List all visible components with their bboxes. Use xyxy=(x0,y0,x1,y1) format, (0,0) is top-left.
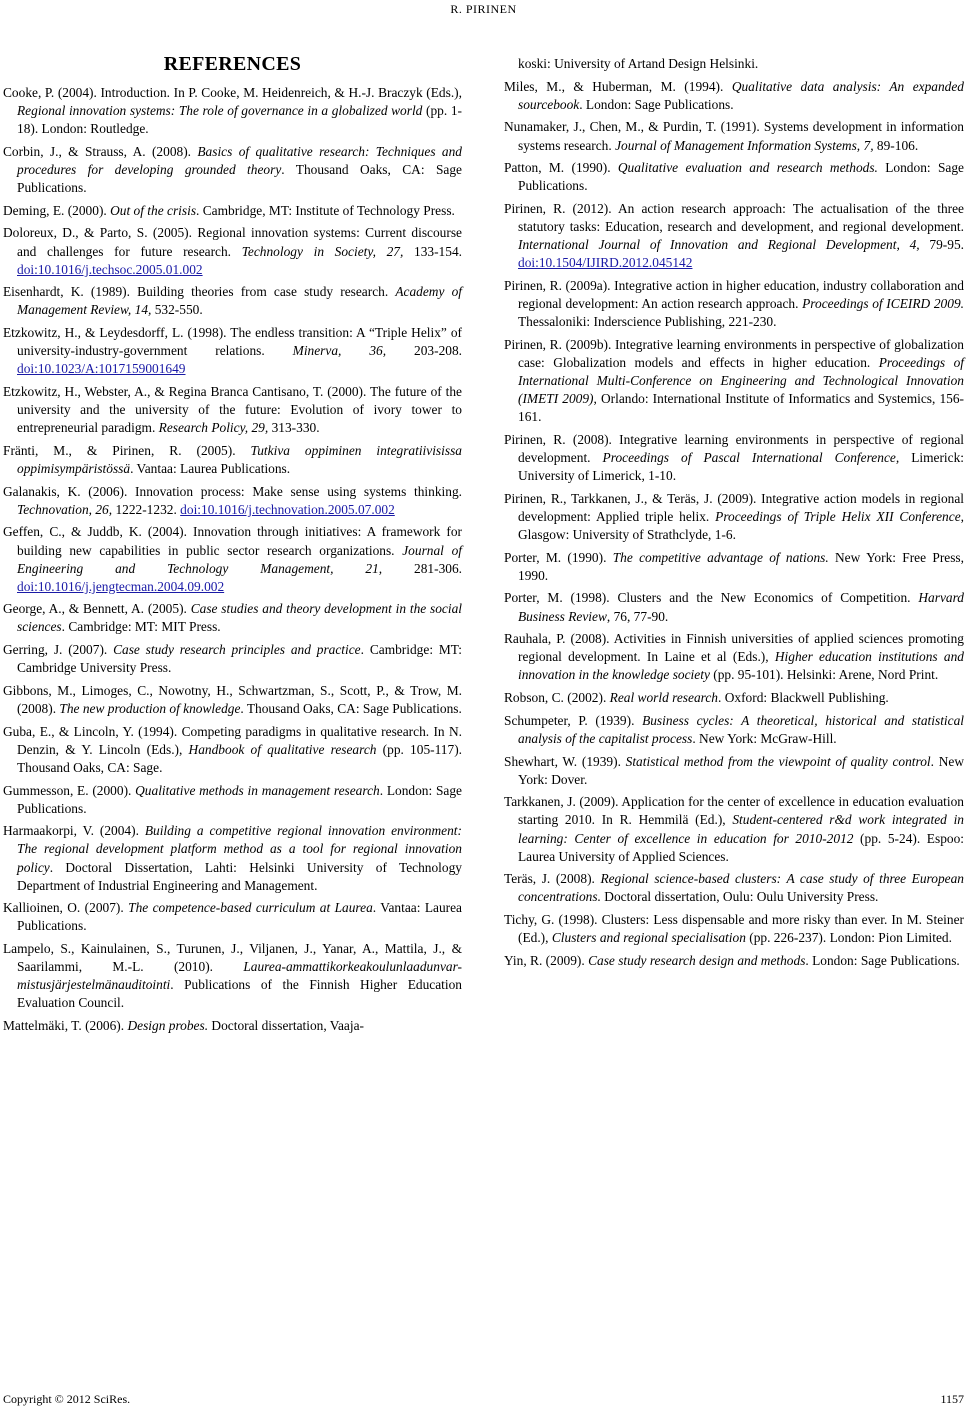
reference-text: Lampelo, S., Kainulainen, S., Turunen, J., Viljanen, J., Yanar, A., Mattila, J., & Saarilammi, M.-L. (2010). xyxy=(3,941,462,975)
reference-text: Geffen, C., & Juddb, K. (2004). Innovation through initiatives: A framework for building new capabilities in public sector research organizations. xyxy=(3,524,462,558)
reference-text: . Doctoral Dissertation, Lahti: Helsinki University of Technology Department of Industrial Engineering and Management. xyxy=(17,859,462,893)
reference-entry xyxy=(3,84,462,138)
reference-text: Gummesson, E. (2000). xyxy=(3,782,136,798)
reference-entry xyxy=(504,589,964,625)
reference-text: Porter, M. (1998). Clusters and the New Economics of Competition. xyxy=(504,590,919,606)
reference-text: Etzkowitz, H., & Leydesdorff, L. (1998). The endless transition: A “Triple Helix” of university-industry-government relations. xyxy=(3,325,462,359)
reference-entry xyxy=(504,277,964,331)
reference-text: Miles, M., & Huberman, M. (1994). xyxy=(504,78,732,94)
reference-list-left xyxy=(3,84,462,1035)
reference-entry xyxy=(504,55,964,73)
reference-entry xyxy=(3,283,462,319)
reference-title: Academy of Management Review, 14, xyxy=(17,284,462,318)
reference-entry xyxy=(3,224,462,278)
reference-entry xyxy=(3,202,462,220)
reference-text: Robson, C. (2002). xyxy=(504,690,610,706)
reference-text: Patton, M. (1990). xyxy=(504,160,618,176)
reference-entry xyxy=(3,383,462,437)
reference-entry xyxy=(3,641,462,677)
reference-entry xyxy=(3,483,462,519)
reference-entry xyxy=(504,78,964,114)
reference-entry xyxy=(3,940,462,1012)
reference-text: New York: Free Press, 1990. xyxy=(518,549,964,583)
doi-link[interactable]: doi:10.1504/IJIRD.2012.045142 xyxy=(518,255,693,271)
reference-entry xyxy=(504,490,964,544)
reference-text: Deming, E. (2000). xyxy=(3,202,111,218)
reference-text: Gibbons, M., Limoges, C., Nowotny, H., Schwartzman, S., Scott, P., & Trow, M. (2008). xyxy=(3,682,462,717)
copyright-text: Copyright © 2012 SciRes. xyxy=(3,1392,131,1406)
reference-title: Design probes. xyxy=(127,1018,209,1034)
reference-entry xyxy=(504,689,964,707)
reference-text: Pirinen, R., Tarkkanen, J., & Teräs, J. (2009). Integrative action models in regional development: Applied triple helix. xyxy=(504,490,964,524)
reference-text: . Cambridge, MT: Institute of Technology Press. xyxy=(196,202,455,218)
reference-entry xyxy=(504,159,964,195)
reference-text: George, A., & Bennett, A. (2005). xyxy=(3,601,191,617)
page-number: 1157 xyxy=(940,1392,964,1406)
reference-entry xyxy=(3,822,462,894)
reference-title: Technovation, 26, xyxy=(17,501,113,517)
reference-entry xyxy=(3,324,462,378)
reference-text: (pp. 1-18). London: Routledge. xyxy=(17,103,462,137)
reference-title: Harvard Business Review xyxy=(518,590,964,624)
reference-text: Kallioinen, O. (2007). xyxy=(3,900,129,916)
doi-link[interactable]: doi:10.1016/j.techsoc.2005.01.002 xyxy=(17,261,203,277)
reference-entry xyxy=(3,442,462,478)
reference-entry xyxy=(504,870,964,906)
reference-title: Regional innovation systems: The role of governance in a globalized world xyxy=(17,103,423,119)
reference-text: Harmaakorpi, V. (2004). xyxy=(3,823,145,839)
reference-text: . Thousand Oaks, CA: Sage Publications. xyxy=(240,701,462,717)
reference-title: Clusters and regional specialisation xyxy=(551,930,746,946)
reference-title: Tutkiva oppiminen integratiivisissa oppimisympäristössä xyxy=(17,442,462,476)
reference-text: 89-106. xyxy=(873,137,919,153)
reference-title: Real world research xyxy=(609,690,719,706)
reference-title: Statistical method from the viewpoint of quality control xyxy=(625,753,931,769)
reference-text: . Vantaa: Laurea Publications. xyxy=(130,460,291,476)
reference-text: Corbin, J., & Strauss, A. (2008). xyxy=(3,143,198,159)
reference-text: Limerick: University of Limerick, 1-10. xyxy=(518,450,965,484)
reference-text: Pirinen, R. (2009a). Integrative action in higher education, industry collaboration and regional development: An action research approach. xyxy=(504,278,964,312)
reference-entry xyxy=(3,1017,462,1035)
reference-text: Cooke, P. (2004). Introduction. In P. Cooke, M. Heidenreich, & H.-J. Braczyk (Eds.), xyxy=(3,85,462,100)
reference-entry xyxy=(504,712,964,748)
reference-text: Gerring, J. (2007). xyxy=(3,642,114,658)
reference-text: Eisenhardt, K. (1989). Building theories from case study research. xyxy=(3,284,396,300)
reference-entry xyxy=(3,723,462,777)
reference-title: Case study research design and methods xyxy=(588,952,806,968)
reference-text: (pp. 95-101). Helsinki: Arene, Nord Print. xyxy=(709,667,939,683)
reference-text: Doctoral dissertation, Vaaja- xyxy=(208,1018,364,1034)
reference-title: Basics of qualitative research: Techniques and procedures for developing grounded theory xyxy=(17,143,462,177)
reference-text: . Vantaa: Laurea Publications. xyxy=(17,900,463,934)
reference-entry xyxy=(504,336,964,426)
reference-text: , Glasgow: University of Strathclyde, 1-6. xyxy=(518,508,964,542)
reference-text: . Cambridge: MT: Cambridge University Press. xyxy=(17,642,462,676)
reference-text: Pirinen, R. (2012). An action research approach: The actualisation of the three statutory tasks: Education, research and development, and regional development. xyxy=(504,201,964,235)
reference-title: The competence-based curriculum at Laurea xyxy=(128,900,373,916)
reference-text: Pirinen, R. (2008). Integrative learning environments in perspective of regional development. xyxy=(504,431,964,466)
reference-text: 532-550. xyxy=(151,302,203,318)
reference-text: Pirinen, R. (2009b). Integrative learning environments in perspective of globalization case: Globalization models and effects in higher education. xyxy=(504,336,964,370)
reference-entry xyxy=(3,600,462,636)
reference-title: Proceedings of Triple Helix XII Conference xyxy=(715,508,961,524)
reference-text: , 76, 77-90. xyxy=(606,608,669,624)
reference-text: Thessaloniki: Inderscience Publishing, 221-230. xyxy=(518,314,777,330)
reference-title: The competitive advantage of nations. xyxy=(612,549,829,565)
reference-entry xyxy=(3,523,462,595)
reference-entry xyxy=(3,899,462,935)
doi-link[interactable]: doi:10.1016/j.jengtecman.2004.09.002 xyxy=(17,578,225,594)
reference-entry xyxy=(3,682,462,718)
reference-text: 133-154. xyxy=(403,243,462,259)
reference-text: Guba, E., & Lincoln, Y. (1994). Competing paradigms in qualitative research. In N. Denzin, & Y. Lincoln (Eds.), xyxy=(3,723,462,757)
reference-title: Qualitative data analysis: An expanded sourcebook xyxy=(518,78,965,112)
reference-title: Technology in Society, 27, xyxy=(241,243,404,259)
reference-text: koski: University of Artand Design Helsinki. xyxy=(518,56,759,71)
reference-text: Tichy, G. (1998). Clusters: Less dispensable and more risky than ever. In M. Steiner (Ed.), xyxy=(504,912,964,946)
reference-title: Research Policy, 29, xyxy=(158,420,269,436)
reference-title: Minerva, 36, xyxy=(292,343,387,359)
reference-text: . London: Sage Publications. xyxy=(579,96,734,112)
reference-text: Fränti, M., & Pirinen, R. (2005). xyxy=(3,442,251,458)
reference-title: Laurea-ammattikorkeakoulunlaadunvar-mistusjärjestelmänauditointi xyxy=(17,959,462,993)
reference-text: . New York: Dover. xyxy=(518,753,965,787)
reference-text: Galanakis, K. (2006). Innovation process: Make sense using systems thinking. xyxy=(3,483,462,499)
reference-entry xyxy=(3,143,462,197)
reference-entry xyxy=(504,431,964,485)
left-column xyxy=(3,48,462,1040)
reference-title: Regional science-based clusters: A case study of three European concentrations. xyxy=(518,871,964,905)
section-title: REFERENCES xyxy=(163,53,302,75)
reference-entry xyxy=(504,118,964,154)
reference-text: Etzkowitz, H., Webster, A., & Regina Branca Cantisano, T. (2000). The future of the university and the university of the future: Evolution of ivory tower to entrepreneurial paradigm. xyxy=(3,383,462,436)
doi-link[interactable]: doi:10.1016/j.technovation.2005.07.002 xyxy=(180,501,395,517)
reference-entry xyxy=(504,549,964,585)
reference-title: Case studies and theory development in the social sciences xyxy=(17,601,462,635)
reference-text: 1222-1232. xyxy=(112,501,181,517)
reference-title: Journal of Management Information Systems, 7, xyxy=(615,137,874,153)
reference-text: (pp. 5-24). Espoo: Laurea University of Applied Sciences. xyxy=(518,830,964,864)
reference-text: Mattelmäki, T. (2006). xyxy=(3,1018,128,1034)
reference-title: Proceedings of ICEIRD 2009. xyxy=(802,296,964,312)
reference-title: The new production of knowledge xyxy=(59,701,241,717)
reference-text: 79-95. xyxy=(919,237,965,253)
reference-text: Nunamaker, J., Chen, M., & Purdin, T. (1991). Systems development in information systems research. xyxy=(504,119,964,153)
reference-text: Doloreux, D., & Parto, S. (2005). Regional innovation systems: Current discourse and challenges for future research. xyxy=(3,225,462,259)
reference-entry xyxy=(504,630,964,684)
reference-title: Business cycles: A theoretical, historical and statistical analysis of the capitalist process xyxy=(518,712,965,746)
reference-entry xyxy=(504,200,964,272)
reference-text: . Publications of the Finnish Higher Education Evaluation Council. xyxy=(17,977,462,1011)
reference-title: Student-centered r&d work integrated in learning: Center of excellence in education for 2010-2012 xyxy=(518,812,964,846)
reference-title: International Journal of Innovation and Regional Development, 4, xyxy=(518,237,920,253)
reference-text: , Orlando: International Institute of Informatics and Systemics, 156-161. xyxy=(518,391,965,425)
reference-text: (pp. 105-117). Thousand Oaks, CA: Sage. xyxy=(17,741,462,775)
reference-text: . London: Sage Publications. xyxy=(805,952,960,968)
page-footer xyxy=(3,1392,964,1407)
reference-text: 203-208. xyxy=(386,343,462,359)
right-column xyxy=(504,55,964,975)
reference-text: . New York: McGraw-Hill. xyxy=(692,730,837,746)
reference-title: Qualitative evaluation and research methods. xyxy=(617,160,878,176)
reference-text: . Thousand Oaks, CA: Sage Publications. xyxy=(17,161,462,196)
reference-entry xyxy=(504,793,964,865)
reference-title: Handbook of qualitative research xyxy=(188,741,377,757)
reference-entry xyxy=(504,952,964,970)
reference-text: Yin, R. (2009). xyxy=(504,952,589,968)
reference-text: Shewhart, W. (1939). xyxy=(504,753,626,769)
reference-title: Building a competitive regional innovation environment: The regional development platform method as a tool for regional innovation policy xyxy=(17,823,462,875)
reference-title: Journal of Engineering and Technology Management, 21, xyxy=(17,542,463,576)
doi-link[interactable]: doi:10.1023/A:1017159001649 xyxy=(17,361,186,377)
reference-title: Case study research principles and practice xyxy=(113,642,361,658)
reference-title: Proceedings of Pascal International Conference, xyxy=(602,450,900,466)
reference-text: Schumpeter, P. (1939). xyxy=(504,712,643,728)
reference-title: Higher education institutions and innovation in the knowledge society xyxy=(518,649,964,683)
reference-title: Out of the crisis xyxy=(110,202,197,218)
reference-text: (pp. 226-237). London: Pion Limited. xyxy=(745,930,952,946)
reference-entry xyxy=(504,911,964,947)
reference-title: Proceedings of International Multi-Conference on Engineering and Technological Innovation (IMETI 2009) xyxy=(518,354,965,407)
reference-entry xyxy=(504,753,964,789)
reference-title: Qualitative methods in management research xyxy=(135,782,380,798)
reference-text: Teräs, J. (2008). xyxy=(504,871,601,887)
reference-list-right xyxy=(504,55,964,970)
reference-text: Rauhala, P. (2008). Activities in Finnish universities of applied sciences promoting regional development. In Laine et al (Eds.), xyxy=(504,631,964,665)
reference-text: . Oxford: Blackwell Publishing. xyxy=(718,690,889,706)
reference-text: Doctoral dissertation, Oulu: Oulu University Press. xyxy=(600,889,879,905)
reference-text: . Cambridge: MT: MIT Press. xyxy=(61,619,221,635)
reference-text: 281-306. xyxy=(382,560,463,576)
reference-entry xyxy=(3,782,462,818)
reference-text: Porter, M. (1990). xyxy=(504,549,613,565)
reference-text: 313-330. xyxy=(268,420,320,436)
running-head: R. PIRINEN xyxy=(450,2,517,16)
reference-text: London: Sage Publications. xyxy=(518,160,964,194)
reference-text: Tarkkanen, J. (2009). Application for the center of excellence in education evaluation starting 2010. In R. Hemmilä (Ed.), xyxy=(504,794,964,828)
reference-text: . London: Sage Publications. xyxy=(17,782,462,816)
